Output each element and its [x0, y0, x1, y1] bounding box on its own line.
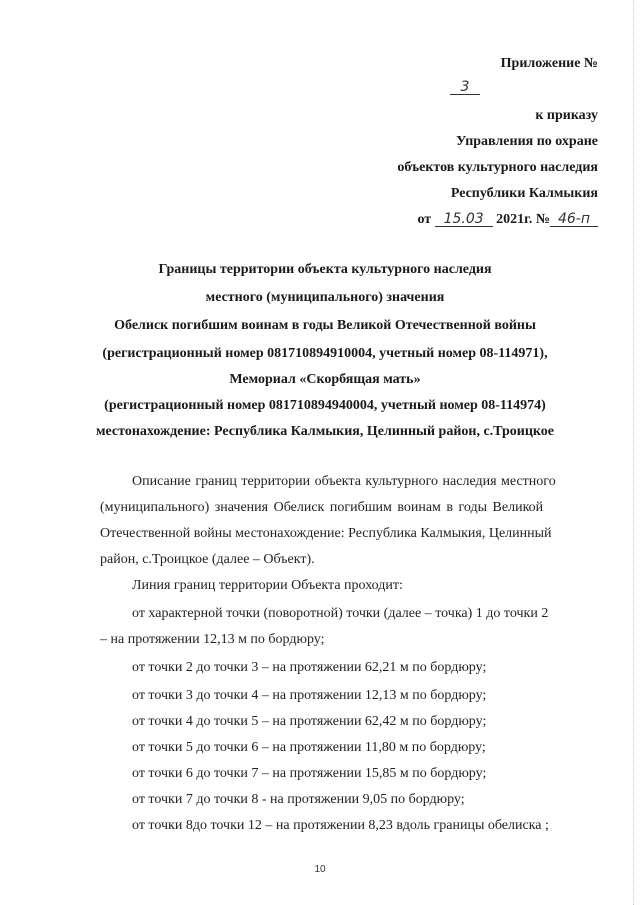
to-order-label: к приказу: [535, 108, 598, 123]
body-line-13: от точки 7 до точки 8 - на протяжении 9,05 по бордюру;: [132, 792, 465, 807]
title-line-7: местонахождение: Республика Калмыкия, Целинный район, с.Троицкое: [96, 424, 554, 439]
body-line-11: от точки 5 до точки 6 – на протяжении 11,80 м по бордюру;: [132, 740, 486, 755]
page-number: 10: [314, 864, 326, 875]
body-line-3: Отечественной войны местонахождение: Республика Калмыкия, Целинный: [100, 526, 552, 541]
date-year: 2021г. №: [496, 212, 550, 227]
body-line-8: от точки 2 до точки 3 – на протяжении 62,21 м по бордюру;: [132, 660, 487, 675]
body-line-2: (муниципального) значения Обелиск погибшим воинам в годы Великой: [100, 500, 544, 515]
body-line-6: от характерной точки (поворотной) точки (далее – точка) 1 до точки 2: [132, 606, 549, 621]
body-line-5: Линия границ территории Объекта проходит:: [132, 578, 403, 593]
body-line-4: район, с.Троицкое (далее – Объект).: [100, 552, 315, 567]
title-line-4: (регистрационный номер 081710894910004, учетный номер 08-114971),: [102, 346, 548, 361]
body-line-9: от точки 3 до точки 4 – на протяжении 12,13 м по бордюру;: [132, 688, 487, 703]
body-line-7: – на протяжении 12,13 м по бордюру;: [100, 632, 325, 647]
date-handwritten: 15.03: [435, 212, 493, 227]
title-line-3: Обелиск погибшим воинам в годы Великой Отечественной войны: [114, 318, 536, 333]
title-line-6: (регистрационный номер 081710894940004, учетный номер 08-114974): [104, 398, 546, 413]
title-line-5: Мемориал «Скорбящая мать»: [229, 372, 421, 387]
body-line-1: Описание границ территории объекта культурного наследия местного: [132, 474, 556, 489]
body-line-12: от точки 6 до точки 7 – на протяжении 15,85 м по бордюру;: [132, 766, 487, 781]
appendix-number-handwritten: 3: [450, 80, 480, 95]
org-line-3: Республики Калмыкия: [450, 186, 598, 201]
body-line-14: от точки 8до точки 12 – на протяжении 8,23 вдоль границы обелиска ;: [132, 818, 549, 833]
order-number-handwritten: 46-п: [550, 212, 598, 227]
body-line-10: от точки 4 до точки 5 – на протяжении 62,42 м по бордюру;: [132, 714, 487, 729]
title-line-2: местного (муниципального) значения: [205, 290, 445, 305]
org-line-1: Управления по охране: [456, 134, 598, 149]
org-line-2: объектов культурного наследия: [397, 160, 598, 175]
date-prefix: от: [417, 212, 432, 227]
appendix-label: Приложение №: [500, 56, 598, 71]
scan-edge: [633, 0, 634, 905]
title-line-1: Границы территории объекта культурного наследия: [158, 262, 492, 277]
order-date-line: [417, 212, 598, 228]
appendix-number: [450, 80, 480, 96]
